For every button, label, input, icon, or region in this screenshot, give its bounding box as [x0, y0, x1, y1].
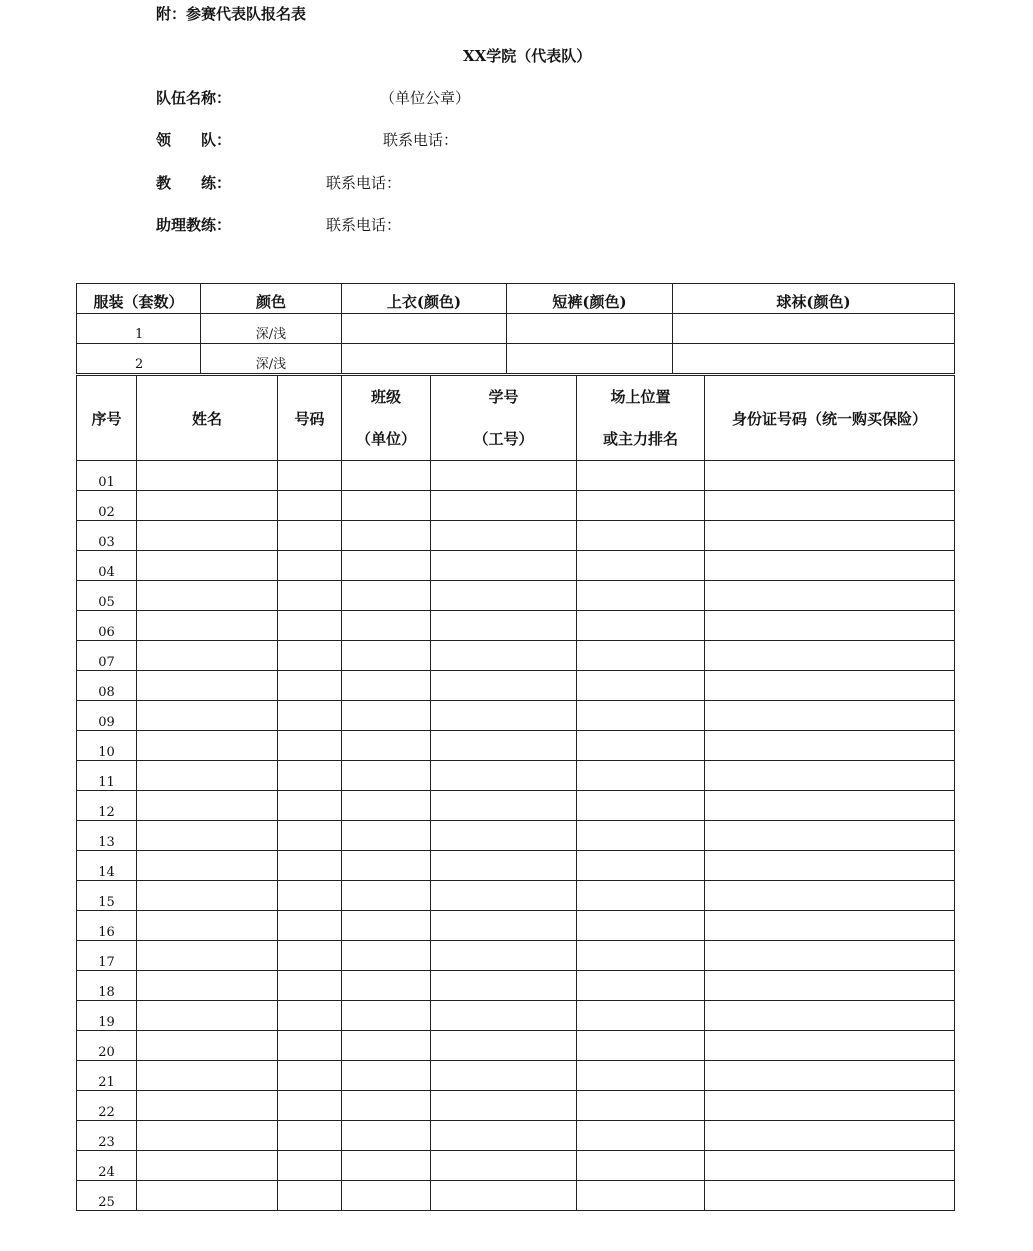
coach-phone-label: 联系电话：	[326, 174, 402, 192]
roster-id-card-cell[interactable]	[705, 1031, 955, 1061]
roster-number-cell[interactable]	[278, 851, 342, 881]
roster-row	[77, 761, 955, 791]
roster-row	[77, 821, 955, 851]
uniform-header-socks: 球袜(颜色)	[673, 284, 955, 314]
roster-name-cell[interactable]	[137, 491, 278, 521]
roster-position-cell[interactable]	[577, 1091, 705, 1121]
roster-name-cell[interactable]	[137, 461, 278, 491]
roster-student-id-cell[interactable]	[431, 821, 577, 851]
roster-row	[77, 701, 955, 731]
roster-row	[77, 551, 955, 581]
roster-id-card-cell[interactable]	[705, 821, 955, 851]
roster-id-card-cell[interactable]	[705, 941, 955, 971]
roster-header-student-id-line2: （工号）	[473, 430, 534, 448]
roster-student-id-cell[interactable]	[431, 641, 577, 671]
roster-id-card-cell[interactable]	[705, 1121, 955, 1151]
roster-number-cell[interactable]	[278, 611, 342, 641]
roster-student-id-cell[interactable]	[431, 1091, 577, 1121]
roster-number-cell[interactable]	[278, 581, 342, 611]
roster-header-seq: 序号	[77, 376, 137, 461]
roster-name-cell[interactable]	[137, 881, 278, 911]
roster-id-card-cell[interactable]	[705, 1001, 955, 1031]
uniform-header-row	[77, 284, 955, 314]
roster-name-cell[interactable]	[137, 701, 278, 731]
roster-name-cell[interactable]	[137, 1031, 278, 1061]
roster-row	[77, 461, 955, 491]
team-name-label: 队伍名称：	[156, 89, 232, 107]
roster-header-class-line2: （单位）	[355, 430, 416, 448]
roster-position-cell[interactable]	[577, 551, 705, 581]
roster-row-number: 05	[77, 581, 137, 611]
roster-row-number: 24	[77, 1151, 137, 1181]
roster-name-cell[interactable]	[137, 911, 278, 941]
roster-row-number: 18	[77, 971, 137, 1001]
roster-student-id-cell[interactable]	[431, 791, 577, 821]
roster-number-cell[interactable]	[278, 881, 342, 911]
roster-row-number: 25	[77, 1181, 137, 1211]
roster-class-cell[interactable]	[342, 1181, 431, 1211]
roster-class-cell[interactable]	[342, 881, 431, 911]
roster-row-number: 16	[77, 911, 137, 941]
roster-student-id-cell[interactable]	[431, 971, 577, 1001]
roster-student-id-cell[interactable]	[431, 611, 577, 641]
uniform-color-option: 深/浅	[201, 344, 342, 374]
roster-name-cell[interactable]	[137, 1121, 278, 1151]
roster-row	[77, 941, 955, 971]
roster-id-card-cell[interactable]	[705, 461, 955, 491]
roster-number-cell[interactable]	[278, 1181, 342, 1211]
college-title: XX学院（代表队）	[463, 47, 592, 65]
uniform-set-number: 1	[77, 314, 201, 344]
roster-header-position-line1: 场上位置	[610, 388, 671, 406]
roster-header-student-id-line1: 学号	[488, 388, 519, 406]
roster-row-number: 10	[77, 731, 137, 761]
assistant-coach-label: 助理教练：	[156, 216, 232, 234]
roster-position-cell[interactable]	[577, 521, 705, 551]
roster-header-student-id	[431, 376, 577, 461]
roster-name-cell[interactable]	[137, 1181, 278, 1211]
leader-label: 领 队：	[156, 131, 232, 149]
roster-position-cell[interactable]	[577, 791, 705, 821]
roster-class-cell[interactable]	[342, 461, 431, 491]
roster-row	[77, 581, 955, 611]
roster-id-card-cell[interactable]	[705, 521, 955, 551]
roster-row	[77, 491, 955, 521]
roster-class-cell[interactable]	[342, 1001, 431, 1031]
roster-class-cell[interactable]	[342, 1151, 431, 1181]
roster-name-cell[interactable]	[137, 671, 278, 701]
roster-id-card-cell[interactable]	[705, 1061, 955, 1091]
uniform-socks-cell[interactable]	[673, 344, 955, 374]
uniform-table	[76, 283, 955, 374]
roster-class-cell[interactable]	[342, 1061, 431, 1091]
coach-label: 教 练：	[156, 174, 232, 192]
roster-position-cell[interactable]	[577, 761, 705, 791]
roster-id-card-cell[interactable]	[705, 1091, 955, 1121]
roster-name-cell[interactable]	[137, 971, 278, 1001]
roster-row-number: 12	[77, 791, 137, 821]
roster-id-card-cell[interactable]	[705, 1151, 955, 1181]
roster-row-number: 13	[77, 821, 137, 851]
roster-row	[77, 851, 955, 881]
roster-student-id-cell[interactable]	[431, 761, 577, 791]
uniform-jersey-cell[interactable]	[342, 344, 507, 374]
roster-row	[77, 881, 955, 911]
roster-row	[77, 1091, 955, 1121]
roster-student-id-cell[interactable]	[431, 671, 577, 701]
roster-student-id-cell[interactable]	[431, 551, 577, 581]
roster-row	[77, 731, 955, 761]
roster-number-cell[interactable]	[278, 671, 342, 701]
roster-row	[77, 1001, 955, 1031]
roster-student-id-cell[interactable]	[431, 461, 577, 491]
uniform-socks-cell[interactable]	[673, 314, 955, 344]
roster-row	[77, 521, 955, 551]
roster-body	[77, 461, 955, 1211]
roster-name-cell[interactable]	[137, 1091, 278, 1121]
roster-id-card-cell[interactable]	[705, 791, 955, 821]
roster-name-cell[interactable]	[137, 1001, 278, 1031]
roster-class-cell[interactable]	[342, 971, 431, 1001]
roster-position-cell[interactable]	[577, 1061, 705, 1091]
roster-row-number: 08	[77, 671, 137, 701]
roster-row-number: 22	[77, 1091, 137, 1121]
roster-header-position	[577, 376, 705, 461]
roster-name-cell[interactable]	[137, 821, 278, 851]
roster-row	[77, 911, 955, 941]
roster-student-id-cell[interactable]	[431, 1061, 577, 1091]
roster-name-cell[interactable]	[137, 551, 278, 581]
roster-number-cell[interactable]	[278, 731, 342, 761]
roster-name-cell[interactable]	[137, 641, 278, 671]
roster-row	[77, 641, 955, 671]
roster-row-number: 11	[77, 761, 137, 791]
roster-position-cell[interactable]	[577, 491, 705, 521]
roster-student-id-cell[interactable]	[431, 1031, 577, 1061]
roster-student-id-cell[interactable]	[431, 911, 577, 941]
roster-class-cell[interactable]	[342, 521, 431, 551]
roster-row-number: 20	[77, 1031, 137, 1061]
roster-row	[77, 971, 955, 1001]
roster-row-number: 01	[77, 461, 137, 491]
roster-id-card-cell[interactable]	[705, 611, 955, 641]
roster-class-cell[interactable]	[342, 731, 431, 761]
roster-class-cell[interactable]	[342, 1031, 431, 1061]
roster-name-cell[interactable]	[137, 731, 278, 761]
roster-student-id-cell[interactable]	[431, 851, 577, 881]
roster-row	[77, 1181, 955, 1211]
roster-id-card-cell[interactable]	[705, 761, 955, 791]
uniform-row	[77, 344, 955, 374]
roster-name-cell[interactable]	[137, 941, 278, 971]
roster-header-row	[77, 376, 955, 461]
uniform-set-number: 2	[77, 344, 201, 374]
roster-row-number: 23	[77, 1121, 137, 1151]
roster-name-cell[interactable]	[137, 581, 278, 611]
roster-position-cell[interactable]	[577, 611, 705, 641]
attachment-title: 附：参赛代表队报名表	[156, 5, 307, 23]
roster-number-cell[interactable]	[278, 551, 342, 581]
roster-row-number: 14	[77, 851, 137, 881]
roster-id-card-cell[interactable]	[705, 731, 955, 761]
uniform-header-color: 颜色	[201, 284, 342, 314]
roster-number-cell[interactable]	[278, 1151, 342, 1181]
roster-position-cell[interactable]	[577, 461, 705, 491]
roster-header-name: 姓名	[137, 376, 278, 461]
roster-id-card-cell[interactable]	[705, 551, 955, 581]
roster-row-number: 02	[77, 491, 137, 521]
roster-row-number: 15	[77, 881, 137, 911]
roster-row	[77, 1121, 955, 1151]
roster-number-cell[interactable]	[278, 1121, 342, 1151]
roster-student-id-cell[interactable]	[431, 581, 577, 611]
roster-id-card-cell[interactable]	[705, 851, 955, 881]
roster-row	[77, 1031, 955, 1061]
roster-name-cell[interactable]	[137, 521, 278, 551]
roster-class-cell[interactable]	[342, 581, 431, 611]
roster-name-cell[interactable]	[137, 1151, 278, 1181]
roster-class-cell[interactable]	[342, 1091, 431, 1121]
roster-number-cell[interactable]	[278, 461, 342, 491]
roster-number-cell[interactable]	[278, 641, 342, 671]
roster-class-cell[interactable]	[342, 1121, 431, 1151]
roster-student-id-cell[interactable]	[431, 731, 577, 761]
roster-position-cell[interactable]	[577, 1001, 705, 1031]
roster-name-cell[interactable]	[137, 1061, 278, 1091]
uniform-header-sets: 服装（套数）	[77, 284, 201, 314]
roster-number-cell[interactable]	[278, 1091, 342, 1121]
roster-position-cell[interactable]	[577, 1031, 705, 1061]
roster-student-id-cell[interactable]	[431, 491, 577, 521]
roster-number-cell[interactable]	[278, 971, 342, 1001]
roster-number-cell[interactable]	[278, 701, 342, 731]
roster-row-number: 07	[77, 641, 137, 671]
roster-student-id-cell[interactable]	[431, 1151, 577, 1181]
roster-class-cell[interactable]	[342, 551, 431, 581]
roster-row	[77, 1151, 955, 1181]
roster-row-number: 09	[77, 701, 137, 731]
roster-position-cell[interactable]	[577, 701, 705, 731]
roster-id-card-cell[interactable]	[705, 581, 955, 611]
roster-position-cell[interactable]	[577, 881, 705, 911]
roster-row-number: 06	[77, 611, 137, 641]
roster-class-cell[interactable]	[342, 911, 431, 941]
roster-position-cell[interactable]	[577, 581, 705, 611]
uniform-header-shorts: 短裤(颜色)	[507, 284, 673, 314]
roster-row-number: 19	[77, 1001, 137, 1031]
roster-row	[77, 791, 955, 821]
roster-student-id-cell[interactable]	[431, 881, 577, 911]
roster-row-number: 21	[77, 1061, 137, 1091]
roster-number-cell[interactable]	[278, 791, 342, 821]
seal-note: （单位公章）	[380, 89, 471, 107]
roster-header-class	[342, 376, 431, 461]
roster-number-cell[interactable]	[278, 521, 342, 551]
uniform-shorts-cell[interactable]	[507, 314, 673, 344]
roster-number-cell[interactable]	[278, 1061, 342, 1091]
roster-name-cell[interactable]	[137, 611, 278, 641]
roster-number-cell[interactable]	[278, 911, 342, 941]
roster-position-cell[interactable]	[577, 911, 705, 941]
roster-id-card-cell[interactable]	[705, 1181, 955, 1211]
roster-student-id-cell[interactable]	[431, 701, 577, 731]
roster-id-card-cell[interactable]	[705, 491, 955, 521]
roster-number-cell[interactable]	[278, 761, 342, 791]
roster-student-id-cell[interactable]	[431, 521, 577, 551]
leader-phone-label: 联系电话：	[383, 131, 459, 149]
roster-id-card-cell[interactable]	[705, 701, 955, 731]
roster-number-cell[interactable]	[278, 941, 342, 971]
roster-row-number: 17	[77, 941, 137, 971]
uniform-color-option: 深/浅	[201, 314, 342, 344]
roster-table	[76, 375, 955, 1211]
roster-class-cell[interactable]	[342, 821, 431, 851]
roster-student-id-cell[interactable]	[431, 1121, 577, 1151]
roster-number-cell[interactable]	[278, 1031, 342, 1061]
roster-header-id-card: 身份证号码（统一购买保险）	[705, 376, 955, 461]
roster-header-number: 号码	[278, 376, 342, 461]
roster-position-cell[interactable]	[577, 641, 705, 671]
roster-class-cell[interactable]	[342, 671, 431, 701]
roster-student-id-cell[interactable]	[431, 1001, 577, 1031]
roster-id-card-cell[interactable]	[705, 911, 955, 941]
roster-position-cell[interactable]	[577, 851, 705, 881]
roster-row	[77, 671, 955, 701]
roster-position-cell[interactable]	[577, 1181, 705, 1211]
roster-position-cell[interactable]	[577, 1121, 705, 1151]
roster-student-id-cell[interactable]	[431, 941, 577, 971]
uniform-jersey-cell[interactable]	[342, 314, 507, 344]
roster-position-cell[interactable]	[577, 821, 705, 851]
uniform-row	[77, 314, 955, 344]
roster-id-card-cell[interactable]	[705, 881, 955, 911]
roster-id-card-cell[interactable]	[705, 971, 955, 1001]
roster-number-cell[interactable]	[278, 821, 342, 851]
roster-class-cell[interactable]	[342, 761, 431, 791]
roster-id-card-cell[interactable]	[705, 641, 955, 671]
roster-position-cell[interactable]	[577, 941, 705, 971]
roster-row-number: 03	[77, 521, 137, 551]
roster-row	[77, 1061, 955, 1091]
roster-class-cell[interactable]	[342, 791, 431, 821]
roster-position-cell[interactable]	[577, 671, 705, 701]
roster-class-cell[interactable]	[342, 851, 431, 881]
roster-id-card-cell[interactable]	[705, 671, 955, 701]
roster-number-cell[interactable]	[278, 1001, 342, 1031]
roster-position-cell[interactable]	[577, 731, 705, 761]
roster-header-class-line1: 班级	[370, 388, 401, 406]
roster-name-cell[interactable]	[137, 791, 278, 821]
roster-number-cell[interactable]	[278, 491, 342, 521]
roster-class-cell[interactable]	[342, 701, 431, 731]
roster-class-cell[interactable]	[342, 491, 431, 521]
uniform-header-jersey: 上衣(颜色)	[342, 284, 507, 314]
roster-class-cell[interactable]	[342, 941, 431, 971]
roster-name-cell[interactable]	[137, 761, 278, 791]
uniform-shorts-cell[interactable]	[507, 344, 673, 374]
roster-row-number: 04	[77, 551, 137, 581]
roster-student-id-cell[interactable]	[431, 1181, 577, 1211]
roster-header-position-line2: 或主力排名	[602, 430, 678, 448]
roster-class-cell[interactable]	[342, 611, 431, 641]
roster-position-cell[interactable]	[577, 971, 705, 1001]
roster-row	[77, 611, 955, 641]
roster-class-cell[interactable]	[342, 641, 431, 671]
roster-name-cell[interactable]	[137, 851, 278, 881]
roster-position-cell[interactable]	[577, 1151, 705, 1181]
assistant-phone-label: 联系电话：	[326, 216, 402, 234]
